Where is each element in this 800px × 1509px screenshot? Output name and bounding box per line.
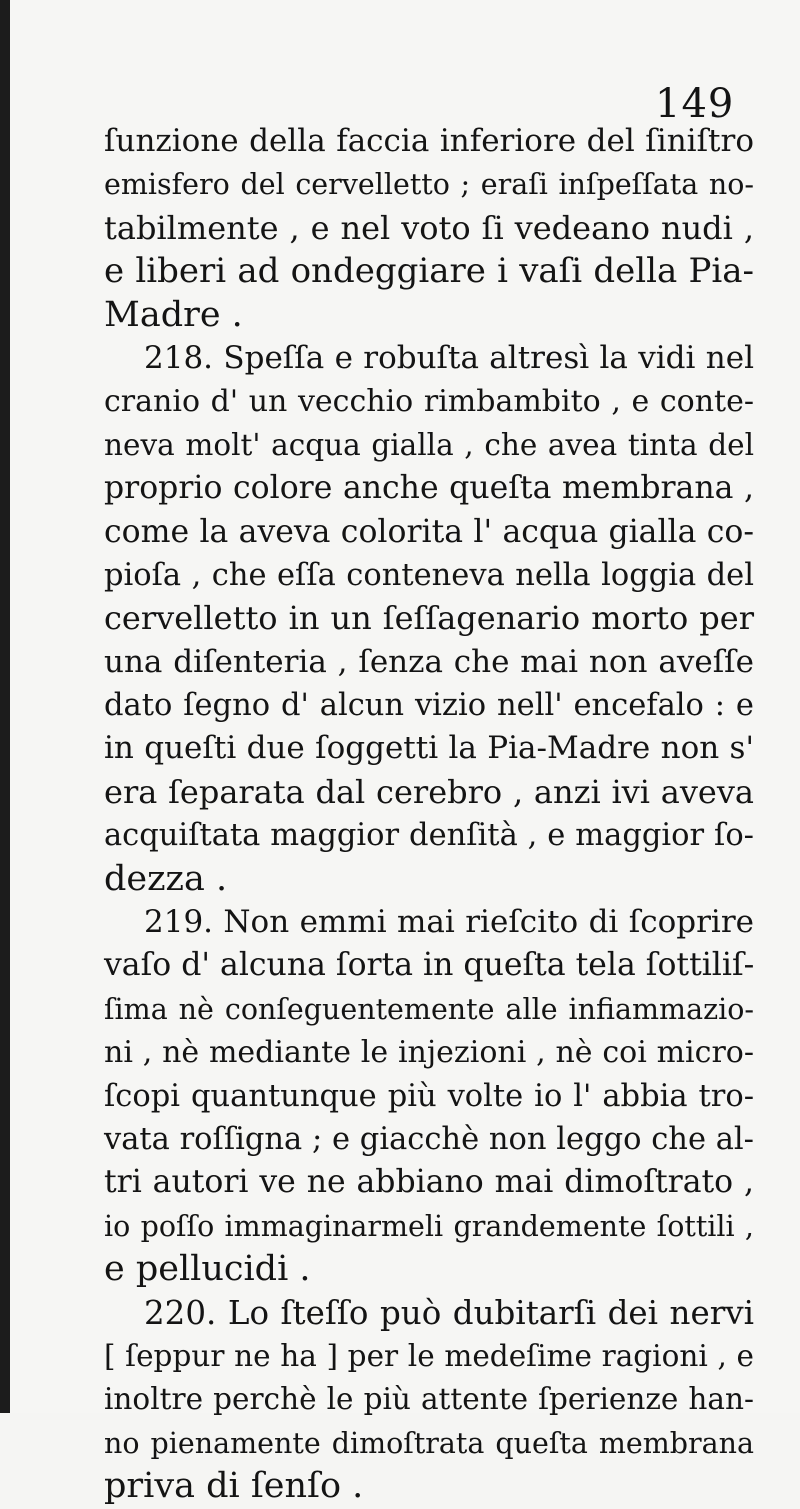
text-line: emisfero del cervelletto ; eraſi inſpeſſata no- [104,168,754,202]
paragraph-219-start: 219. Non emmi mai rieſcito di ſcoprire [144,904,754,941]
text-line: e liberi ad ondeggiare i vaſi della Pia- [104,251,754,292]
body-text [104,120,754,1509]
text-line: ſima nè conſeguentemente alle infiammazio- [104,992,754,1026]
text-line: tabilmente , e nel voto ſi vedeano nudi , [104,208,754,247]
text-line: [ ſeppur ne ha ] per le medeſime ragioni , e [104,1338,754,1373]
text-line: dato ſegno d' alcun vizio nell' encefalo : e [104,688,754,724]
text-line: era ſeparata dal cerebro , anzi ivi aveva [104,772,754,811]
text-line: neva molt' acqua gialla , che avea tinta del [104,427,754,462]
paragraph-218-start: 218. Speſſa e robuſta altresì la vidi nel [144,339,754,376]
text-line: proprio colore anche queſta membrana , [104,470,754,507]
text-line: e pellucidi . [104,1249,311,1290]
paragraph-220-start: 220. Lo ſteſſo può dubitarſi dei nervi [144,1293,754,1332]
text-line: priva di ſenſo . [104,1466,364,1507]
text-line: ſcopi quantunque più volte io l' abbia tro- [104,1078,754,1114]
text-line: io poſſo immaginarmeli grandemente ſottili , [104,1209,754,1243]
text-line: Madre . [104,294,243,335]
text-line: inoltre perchè le più attente ſperienze han- [104,1382,754,1417]
text-line: ſunzione della faccia inferiore del ſiniſtro [104,123,754,159]
text-line: come la aveva colorita l' acqua gialla co- [104,513,754,550]
text-line: tri autori ve ne abbiano mai dimoſtrato , [104,1164,754,1201]
page-edge-shadow [0,0,10,1413]
text-line: pioſa , che eſſa conteneva nella loggia del [104,557,754,593]
text-line: dezza . [104,858,228,899]
page-number: 149 [655,81,735,127]
text-line: ni , nè mediante le injezioni , nè coi micro- [104,1035,754,1071]
text-line: vata roſſigna ; e giacchè non leggo che al- [104,1121,754,1157]
text-line: una diſenteria , ſenza che mai non aveſſe [104,643,754,680]
text-line: vaſo d' alcuna ſorta in queſta tela ſottiliſ- [104,947,755,984]
text-line: cervelletto in un ſeſſagenario morto per [104,599,754,638]
text-line: no pienamente dimoſtrata queſta membrana [104,1426,754,1460]
text-line: acquiſtata maggior denſità , e maggior ſo- [104,818,754,854]
text-line: in queſti due ſoggetti la Pia-Madre non s' [104,730,754,767]
text-line: cranio d' un vecchio rimbambito , e conte- [104,384,754,420]
